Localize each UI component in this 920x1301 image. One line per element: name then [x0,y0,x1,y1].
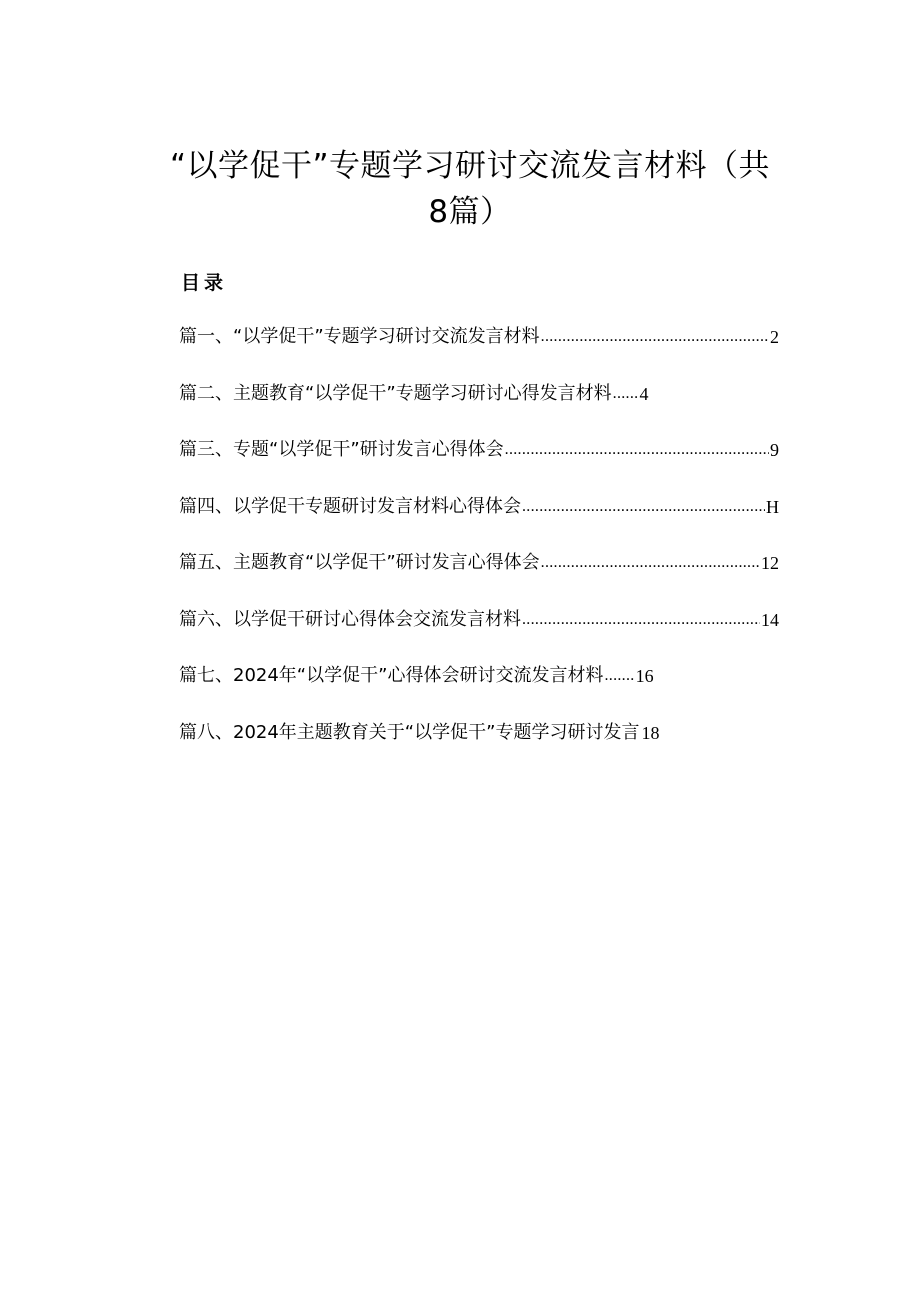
dot-leader [541,323,769,351]
toc-entry-4[interactable] [179,493,779,550]
toc-entry-8[interactable] [179,719,779,776]
toc-entry-label: 篇二、主题教育“以学促干”专题学习研讨心得发言材料 [179,382,612,404]
toc-entry-3[interactable] [179,436,779,493]
toc-page-number: 14 [761,609,779,630]
document-title [150,143,790,235]
toc-entry-1[interactable] [179,323,779,380]
toc-page-number: 2 [770,327,779,347]
toc-entry-2[interactable] [179,380,779,437]
dot-leader: ...... [612,384,639,402]
toc-page-number: 9 [770,440,779,460]
toc-entry-label: 篇七、2024年“以学促干”心得体会研讨交流发言材料 [179,665,604,686]
dot-leader [505,436,769,464]
toc-page-number: 16 [635,666,654,686]
toc-page-number: 18 [641,722,660,743]
dot-leader [541,549,760,577]
toc-entry-label: 篇六、以学促干研讨心得体会交流发言材料 [179,608,521,630]
toc-page-number: 4 [639,383,649,404]
dot-leader [522,606,760,634]
toc-entry-label: 篇三、专题“以学促干”研讨发言心得体会 [179,439,504,460]
table-of-contents [179,323,779,775]
dot-leader [522,493,765,521]
toc-entry-7[interactable] [179,662,779,719]
toc-page-number: H [766,496,779,517]
dot-leader: ....... [604,667,635,684]
toc-entry-label: 篇四、以学促干专题研讨发言材料心得体会 [179,495,521,517]
title-line-1: “以学促干”专题学习研讨交流发言材料（共 [169,148,771,184]
toc-entry-label: 篇五、主题教育“以学促干”研讨发言心得体会 [179,552,540,573]
toc-entry-label: 篇一、“以学促干”专题学习研讨交流发言材料 [179,326,540,347]
toc-entry-label: 篇八、2024年主题教育关于“以学促干”专题学习研讨发言 [179,721,640,743]
toc-heading: 目录 [181,272,228,294]
title-line-2: 8篇） [428,194,512,230]
toc-page-number: 12 [761,553,779,573]
toc-entry-5[interactable] [179,549,779,606]
toc-entry-6[interactable] [179,606,779,663]
